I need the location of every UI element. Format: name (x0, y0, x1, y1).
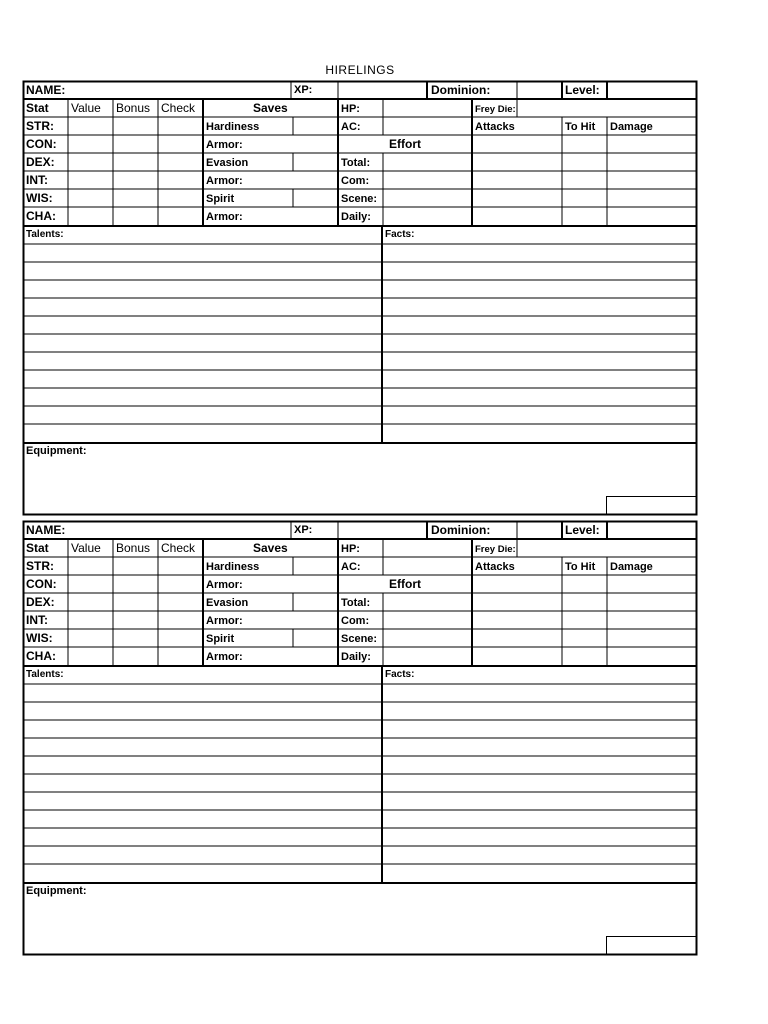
effort-total: Total: (341, 157, 371, 169)
ac-label: AC: (341, 561, 361, 573)
stat-cha: CHA: (26, 209, 56, 223)
stat-dex: DEX: (26, 155, 55, 169)
talents-label: Talents: (26, 669, 64, 680)
effort-scene: Scene: (341, 633, 378, 645)
dominion-label: Dominion: (431, 83, 491, 97)
hp-label: HP: (341, 103, 360, 115)
facts-label: Facts: (385, 229, 415, 240)
damage-header: Damage (610, 561, 653, 573)
effort-scene: Scene: (341, 193, 378, 205)
damage-header: Damage (610, 121, 653, 133)
save-spirit: Spirit (206, 633, 235, 645)
stat-con: CON: (26, 137, 57, 151)
value-header: Value (71, 101, 101, 115)
effort-header: Effort (389, 137, 421, 151)
frey-die-label: Frey Die: (475, 104, 516, 115)
stat-cha: CHA: (26, 649, 56, 663)
save-armor-1: Armor: (206, 579, 243, 591)
to-hit-header: To Hit (565, 121, 596, 133)
hireling-sheet-1 (23, 81, 697, 518)
effort-com: Com: (341, 615, 370, 627)
save-armor-2: Armor: (206, 175, 243, 187)
sheet-grid (23, 81, 697, 518)
effort-total: Total: (341, 597, 371, 609)
bonus-header: Bonus (116, 541, 151, 555)
check-header: Check (161, 541, 196, 555)
stat-header: Stat (26, 101, 49, 115)
level-label: Level: (565, 523, 600, 537)
stat-con: CON: (26, 577, 57, 591)
stat-dex: DEX: (26, 595, 55, 609)
ac-label: AC: (341, 121, 361, 133)
effort-com: Com: (341, 175, 370, 187)
page-title: HIRELINGS (325, 63, 395, 77)
stat-wis: WIS: (26, 191, 53, 205)
save-armor-3: Armor: (206, 211, 243, 223)
sheet-grid (23, 521, 697, 958)
save-evasion: Evasion (206, 157, 249, 169)
attacks-header: Attacks (475, 121, 515, 133)
stat-wis: WIS: (26, 631, 53, 645)
frey-die-label: Frey Die: (475, 544, 516, 555)
save-armor-2: Armor: (206, 615, 243, 627)
saves-header: Saves (253, 541, 288, 555)
xp-label: XP: (294, 84, 313, 96)
stat-int: INT: (26, 173, 48, 187)
stat-str: STR: (26, 119, 54, 133)
save-armor-1: Armor: (206, 139, 243, 151)
effort-daily: Daily: (341, 211, 371, 223)
save-evasion: Evasion (206, 597, 249, 609)
save-hardiness: Hardiness (206, 561, 260, 573)
level-label: Level: (565, 83, 600, 97)
xp-label: XP: (294, 524, 313, 536)
effort-daily: Daily: (341, 651, 371, 663)
stat-str: STR: (26, 559, 54, 573)
dominion-label: Dominion: (431, 523, 491, 537)
value-header: Value (71, 541, 101, 555)
attacks-header: Attacks (475, 561, 515, 573)
name-label: NAME: (26, 83, 66, 97)
stat-int: INT: (26, 613, 48, 627)
hp-label: HP: (341, 543, 360, 555)
equipment-label: Equipment: (26, 885, 87, 897)
stat-header: Stat (26, 541, 49, 555)
bonus-header: Bonus (116, 101, 151, 115)
save-spirit: Spirit (206, 193, 235, 205)
facts-label: Facts: (385, 669, 415, 680)
save-armor-3: Armor: (206, 651, 243, 663)
equipment-label: Equipment: (26, 445, 87, 457)
check-header: Check (161, 101, 196, 115)
talents-label: Talents: (26, 229, 64, 240)
effort-header: Effort (389, 577, 421, 591)
to-hit-header: To Hit (565, 561, 596, 573)
name-label: NAME: (26, 523, 66, 537)
save-hardiness: Hardiness (206, 121, 260, 133)
saves-header: Saves (253, 101, 288, 115)
hireling-sheet-2 (23, 521, 697, 958)
